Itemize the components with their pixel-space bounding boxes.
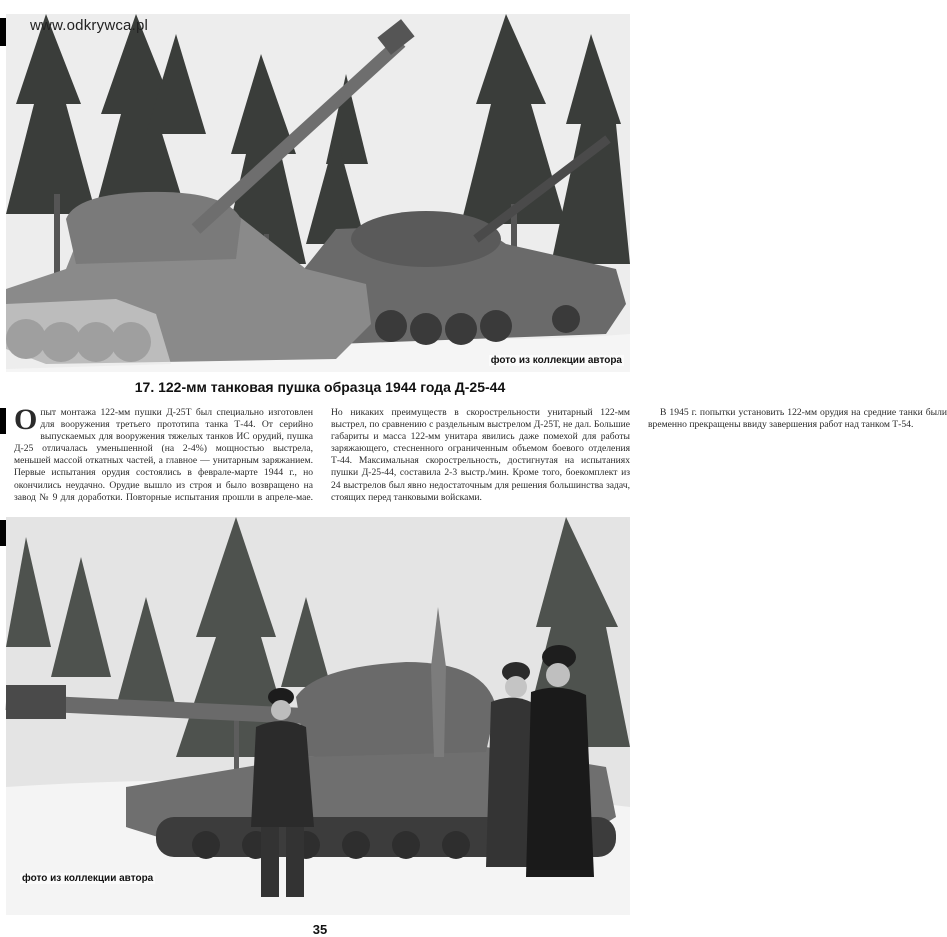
- paragraph: В 1945 г. попытки установить 122-мм орудия на средние танки были временно прекращены ввиду завершения работ над танком Т-54.: [648, 407, 947, 431]
- bottom-photo: [6, 517, 630, 915]
- paragraph: [14, 403, 630, 515]
- top-photo: [6, 14, 630, 372]
- site-watermark: www.odkrywca.pl: [30, 17, 149, 34]
- photo-credit: фото из коллекции автора: [490, 355, 622, 366]
- drop-cap: О: [14, 403, 38, 436]
- photo-credit: фото из коллекции автора: [22, 873, 154, 884]
- paragraph-text: пыт монтажа 122-мм пушки Д-25Т был специально изготовлен для вооружения третьего прототипа танка Т-44. От серийно выпускаемых для вооружения тяжелых танков ИС орудий, пушка Д-25 отличалась уменьшенной (на 2-4%) мощностью выстрела, меньшей массой откатных частей, а главное — унитарным заряжанием. Первые испытания орудия состоялись в феврале-марте 1944 г., но окончились неудачно. Орудие вышло из строя и было возвращено на завод № 9 для доработки. Повторные испытания прошли в апреле-мае. Но никаких преимуществ в скорострельности унитарный 122-мм выстрел, по сравнению с раздельным выстрелом Д-25Т, не дал. Большие габариты и масса 122-мм унитара явились даже помехой для работы заряжающего, стесненного ограниченным объемом боевого отделения Т-44. Максимальная скорострельность, достигнутая на испытаниях пушки Д-25-44, составила 2-3 выстр./мин. Кроме того, боекомплект из 24 выстрелов был явно недостаточным для решения большинства задач, стоящих перед танковыми войсками.: [14, 407, 630, 503]
- article-body: [14, 403, 947, 515]
- top-photo-image: [6, 14, 630, 372]
- page-number: 35: [312, 922, 328, 937]
- page-edge-tab: [0, 408, 6, 434]
- bottom-photo-image: [6, 517, 630, 915]
- figure-caption: 17. 122-мм танковая пушка образца 1944 года Д-25-44: [134, 379, 506, 395]
